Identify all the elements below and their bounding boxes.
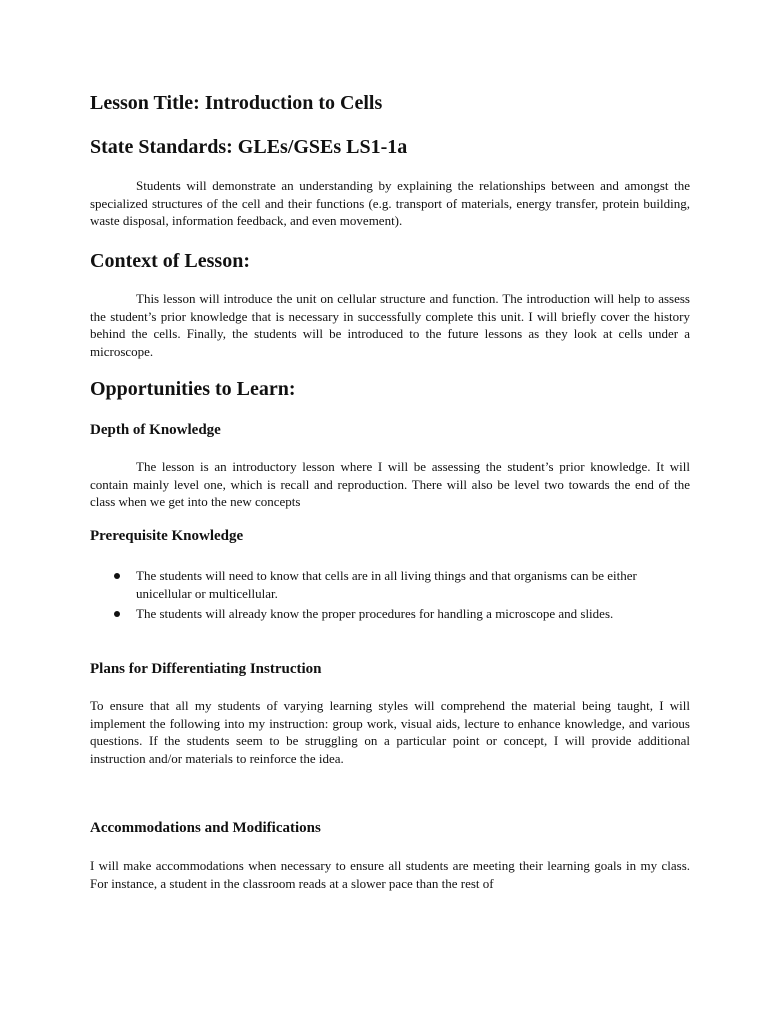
depth-heading: Depth of Knowledge [90, 422, 221, 438]
accommodations-heading: Accommodations and Modifications [90, 820, 321, 836]
opportunities-heading: Opportunities to Learn: [90, 378, 296, 400]
bullet-icon [114, 573, 120, 579]
list-item-text: The students will need to know that cells are in all living things and that organisms can be either unicellular or multicellular. [136, 568, 637, 601]
standards-paragraph [90, 177, 690, 230]
depth-paragraph [90, 458, 690, 511]
differentiating-paragraph: To ensure that all my students of varying learning styles will comprehend the material being taught, I will implement the following into my instruction: group work, visual aids, lecture to enhance knowledge, and various questions. If the students seem to be struggling on a particular point or concept, I will provide additional instruction and/or materials to reinforce the idea. [90, 698, 690, 766]
context-paragraph-text: This lesson will introduce the unit on cellular structure and function. The introduction will help to assess the student’s prior knowledge that is necessary in successfully complete this unit. I will briefly cover the history behind the cells. Finally, the students will be introduced to the future lessons as they look at cells under a microscope. [90, 291, 690, 359]
list-item-text: The students will already know the proper procedures for handling a microscope and slides. [136, 606, 614, 621]
list-item [110, 567, 690, 603]
standards-heading: State Standards: GLEs/GSEs LS1-1a [90, 136, 408, 158]
standards-paragraph-text: Students will demonstrate an understanding by explaining the relationships between and amongst the specialized structures of the cell and their functions (e.g. transport of materials, energy transfer, protein building, waste disposal, information feedback, and even movement). [90, 178, 690, 228]
lesson-title: Lesson Title: Introduction to Cells [90, 92, 383, 114]
depth-paragraph-text: The lesson is an introductory lesson where I will be assessing the student’s prior knowledge. It will contain mainly level one, which is recall and reproduction. There will also be level two towards the end of the class when we get into the new concepts [90, 459, 690, 509]
prerequisite-heading: Prerequisite Knowledge [90, 528, 244, 544]
differentiating-heading: Plans for Differentiating Instruction [90, 661, 322, 677]
bullet-icon [114, 611, 120, 617]
context-paragraph [90, 290, 690, 360]
accommodations-paragraph: I will make accommodations when necessary to ensure all students are meeting their learning goals in my class. For instance, a student in the classroom reads at a slower pace than the rest of [90, 858, 690, 891]
list-item [110, 605, 690, 623]
context-heading: Context of Lesson: [90, 250, 250, 272]
prerequisite-list [110, 567, 690, 625]
